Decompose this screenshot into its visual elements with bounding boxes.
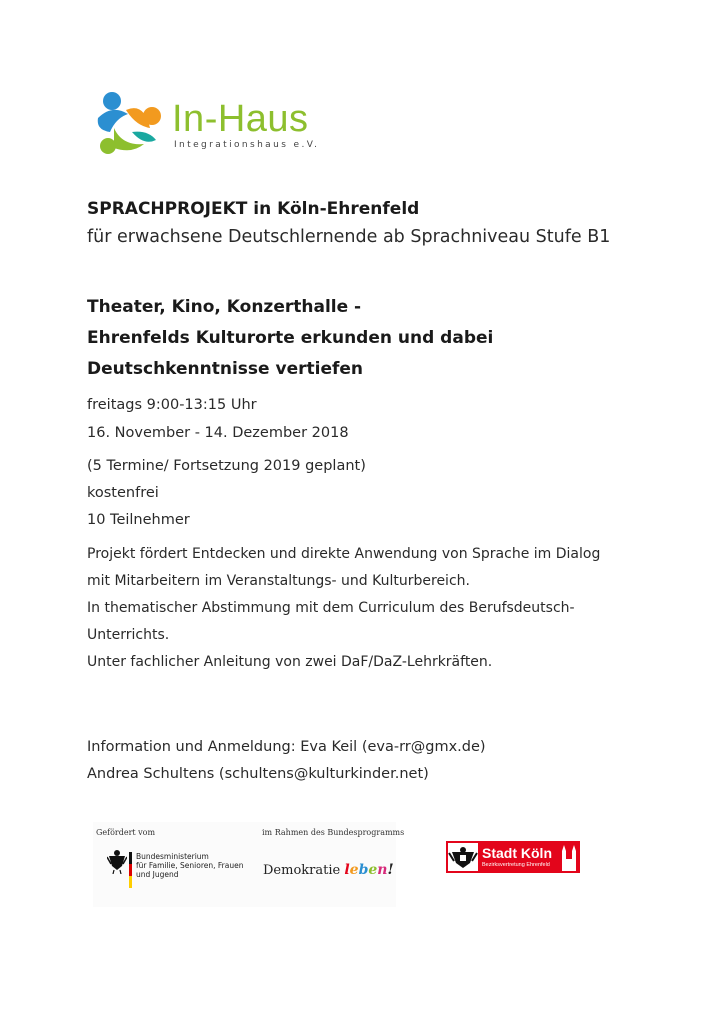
- german-flag-icon: [129, 852, 132, 888]
- demokratie-leben-logo: Demokratie leben!: [263, 862, 394, 878]
- page-title: SPRACHPROJEKT in Köln-Ehrenfeld: [87, 199, 420, 219]
- federal-eagle-icon: [107, 848, 127, 874]
- koeln-district: Bezirksvertretung Ehrenfeld: [482, 862, 550, 868]
- description-line: In thematischer Abstimmung mit dem Curriculum des Berufsdeutsch-: [87, 600, 575, 616]
- contact-line: Information und Anmeldung: Eva Keil (eva-rr@gmx.de): [87, 739, 486, 755]
- fact-item: 10 Teilnehmer: [87, 512, 190, 528]
- page-subtitle: für erwachsene Deutschlernende ab Sprachniveau Stufe B1: [87, 227, 611, 247]
- program-label: im Rahmen des Bundesprogramms: [262, 828, 405, 837]
- schedule-time: freitags 9:00-13:15 Uhr: [87, 397, 257, 413]
- logo-subtitle: Integrationshaus e.V.: [174, 140, 320, 150]
- description-line: mit Mitarbeitern im Veranstaltungs- und Kulturbereich.: [87, 573, 470, 589]
- funding-label: Gefördert vom: [96, 828, 156, 837]
- description-line: Unter fachlicher Anleitung von zwei DaF/DaZ-Lehrkräften.: [87, 654, 493, 670]
- description-line: Unterrichts.: [87, 627, 170, 643]
- ministry-name: Bundesministerium für Familie, Senioren, Frauen und Jugend: [136, 852, 244, 879]
- logo-wordmark: In-Haus: [172, 98, 309, 140]
- contact-line: Andrea Schultens (schultens@kulturkinder.net): [87, 766, 429, 782]
- topic-line: Theater, Kino, Konzerthalle -: [87, 297, 362, 317]
- cathedral-icon: [560, 843, 578, 871]
- fact-item: kostenfrei: [87, 485, 159, 501]
- in-haus-logo-icon: [92, 88, 166, 160]
- koeln-name: Stadt Köln: [482, 845, 552, 861]
- topic-line: Ehrenfelds Kulturorte erkunden und dabei: [87, 328, 494, 348]
- leben-wordmark: leben!: [344, 862, 394, 878]
- description-line: Projekt fördert Entdecken und direkte Anwendung von Sprache im Dialog: [87, 546, 601, 562]
- koeln-eagle-icon: [448, 843, 478, 871]
- schedule-dates: 16. November - 14. Dezember 2018: [87, 425, 349, 441]
- topic-line: Deutschkenntnisse vertiefen: [87, 359, 364, 379]
- fact-item: (5 Termine/ Fortsetzung 2019 geplant): [87, 458, 366, 474]
